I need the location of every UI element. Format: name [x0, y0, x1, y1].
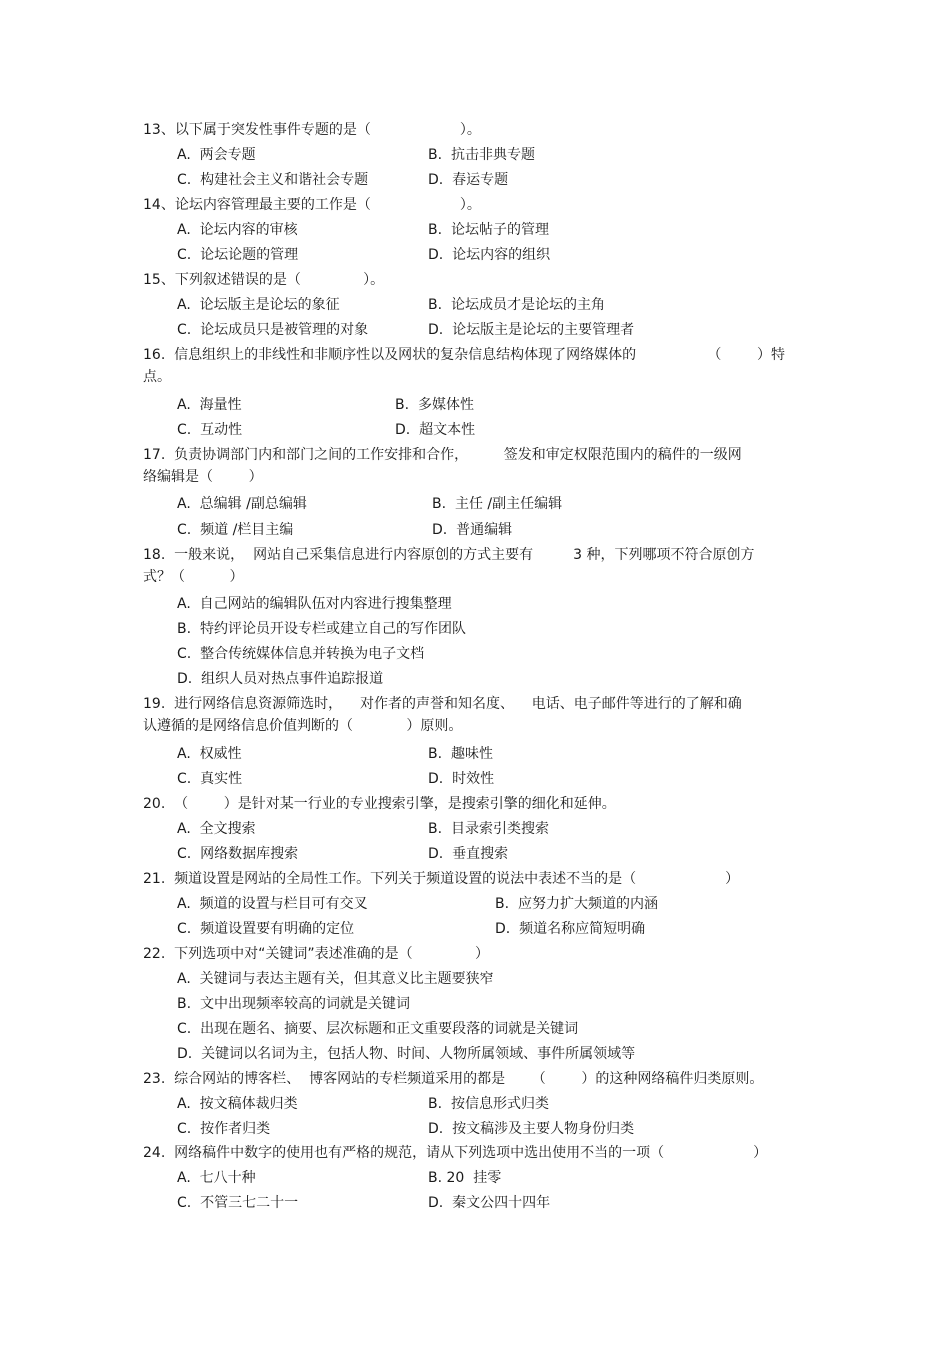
- question-23: 23. 综合网站的博客栏、 博客网站的专栏频道采用的都是 （ ）的这种网络稿件归类原则。: [143, 1071, 764, 1087]
- option-c: C. 整合传统媒体信息并转换为电子文档: [177, 646, 425, 662]
- option-b: B. 主任 /副主任编辑: [432, 496, 563, 512]
- option-d: D. 组织人员对热点事件追踪报道: [177, 671, 384, 687]
- option-b: B. 按信息形式归类: [428, 1096, 549, 1112]
- option-b: B. 多媒体性: [395, 397, 474, 413]
- option-b: B. 论坛成员才是论坛的主角: [428, 297, 605, 313]
- option-b: B. 趣味性: [428, 746, 493, 762]
- option-b: B. 论坛帖子的管理: [428, 222, 549, 238]
- question-17-cont: 络编辑是（ ）: [143, 469, 263, 485]
- option-d: D. 论坛内容的组织: [428, 247, 551, 263]
- question-18: 18. 一般来说， 网站自己采集信息进行内容原创的方式主要有 3 种，下列哪项不符合原创方: [143, 547, 755, 563]
- option-a: A. 自己网站的编辑队伍对内容进行搜集整理: [177, 596, 452, 612]
- option-b: B. 应努力扩大频道的内涵: [495, 896, 658, 912]
- option-d: D. 普通编辑: [432, 522, 513, 538]
- option-a: A. 两会专题: [177, 147, 256, 163]
- option-b: B. 文中出现频率较高的词就是关键词: [177, 996, 410, 1012]
- option-c: C. 论坛成员只是被管理的对象: [177, 322, 369, 338]
- question-19-cont: 认遵循的是网络信息价值判断的（ ）原则。: [143, 718, 463, 734]
- option-c: C. 不管三七二十一: [177, 1195, 299, 1211]
- option-d: D. 论坛版主是论坛的主要管理者: [428, 322, 635, 338]
- option-a: A. 论坛版主是论坛的象征: [177, 297, 340, 313]
- question-18-cont: 式？（ ）: [143, 569, 244, 585]
- question-16-cont: 点。: [143, 369, 171, 385]
- option-b: B. 特约评论员开设专栏或建立自己的写作团队: [177, 621, 466, 637]
- option-c: C. 频道设置要有明确的定位: [177, 921, 355, 937]
- option-c: C. 出现在题名、摘要、层次标题和正文重要段落的词就是关键词: [177, 1021, 579, 1037]
- option-d: D. 超文本性: [395, 422, 476, 438]
- option-d: D. 垂直搜索: [428, 846, 509, 862]
- question-13: 13、以下属于突发性事件专题的是（ ）。: [143, 122, 481, 138]
- option-d: D. 频道名称应简短明确: [495, 921, 646, 937]
- option-a: A. 权威性: [177, 746, 242, 762]
- option-c: C. 论坛论题的管理: [177, 247, 299, 263]
- option-a: A. 七八十种: [177, 1170, 256, 1186]
- question-19: 19. 进行网络信息资源筛选时， 对作者的声誉和知名度、 电话、电子邮件等进行的了解和确: [143, 696, 742, 712]
- option-d: D. 关键词以名词为主，包括人物、时间、人物所属领域、事件所属领域等: [177, 1046, 636, 1062]
- question-14: 14、论坛内容管理最主要的工作是（ ）。: [143, 197, 481, 213]
- option-c: C. 构建社会主义和谐社会专题: [177, 172, 369, 188]
- question-15: 15、下列叙述错误的是（ ）。: [143, 272, 385, 288]
- option-a: A. 海量性: [177, 397, 242, 413]
- question-17: 17. 负责协调部门内和部门之间的工作安排和合作， 签发和审定权限范围内的稿件的一级网: [143, 447, 742, 463]
- option-d: D. 秦文公四十四年: [428, 1195, 551, 1211]
- option-a: A. 总编辑 /副总编辑: [177, 496, 307, 512]
- option-c: C. 互动性: [177, 422, 243, 438]
- option-d: D. 时效性: [428, 771, 495, 787]
- option-a: A. 频道的设置与栏目可有交叉: [177, 896, 368, 912]
- option-c: C. 按作者归类: [177, 1121, 271, 1137]
- option-c: C. 网络数据库搜索: [177, 846, 299, 862]
- question-20: 20. （ ）是针对某一行业的专业搜索引擎，是搜索引擎的细化和延伸。: [143, 796, 616, 812]
- option-d: D. 按文稿涉及主要人物身份归类: [428, 1121, 635, 1137]
- question-21: 21. 频道设置是网站的全局性工作。下列关于频道设置的说法中表述不当的是（ ）: [143, 871, 740, 887]
- option-d: D. 春运专题: [428, 172, 509, 188]
- question-24: 24. 网络稿件中数字的使用也有严格的规范，请从下列选项中选出使用不当的一项（ ）: [143, 1145, 768, 1161]
- option-a: A. 全文搜索: [177, 821, 256, 837]
- option-a: A. 论坛内容的审核: [177, 222, 298, 238]
- option-b: B. 目录索引类搜索: [428, 821, 549, 837]
- option-b: B. 抗击非典专题: [428, 147, 535, 163]
- option-c: C. 真实性: [177, 771, 243, 787]
- question-22: 22. 下列选项中对“关键词”表述准确的是（ ）: [143, 946, 489, 962]
- option-a: A. 关键词与表达主题有关，但其意义比主题要狭窄: [177, 971, 494, 987]
- question-16: 16. 信息组织上的非线性和非顺序性以及网状的复杂信息结构体现了网络媒体的 （ ）特: [143, 347, 785, 363]
- option-c: C. 频道 /栏目主编: [177, 522, 294, 538]
- option-b: B. 20 挂零: [428, 1170, 502, 1186]
- option-a: A. 按文稿体裁归类: [177, 1096, 298, 1112]
